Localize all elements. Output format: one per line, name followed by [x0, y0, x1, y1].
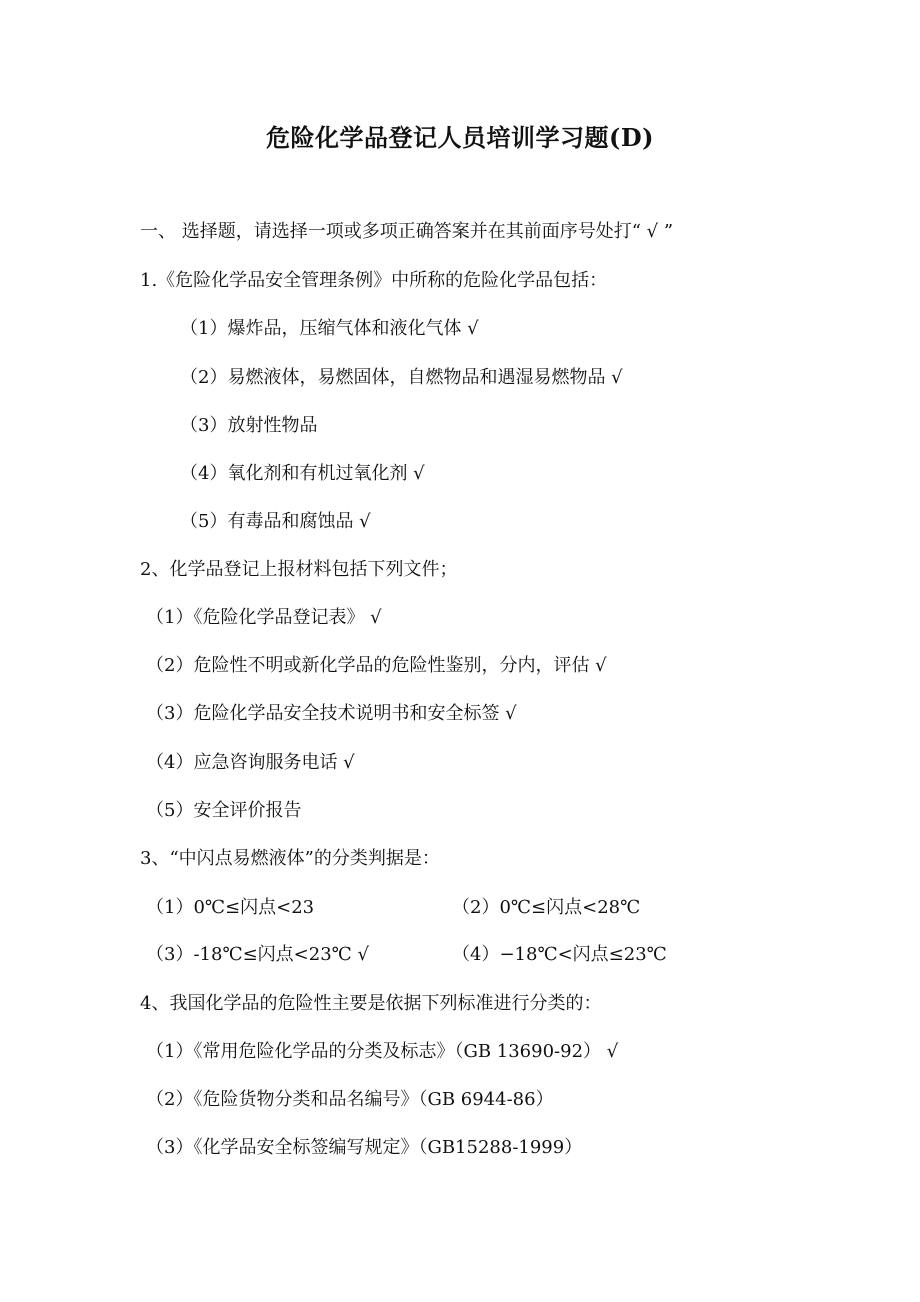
- question-3-stem: 3、“中闪点易燃液体”的分类判据是：: [140, 848, 440, 869]
- question-1-stem: 1.《危险化学品安全管理条例》中所称的危险化学品包括：: [140, 270, 608, 291]
- question-4-stem: 4、我国化学品的危险性主要是依据下列标准进行分类的：: [140, 993, 602, 1014]
- question-2-option-5: （5）安全评价报告: [146, 800, 302, 821]
- question-2-stem: 2、化学品登记上报材料包括下列文件；: [140, 559, 458, 580]
- question-1-option-3: （3）放射性物品: [180, 415, 318, 436]
- question-1-option-4: （4）氧化剂和有机过氧化剂 √: [180, 463, 425, 484]
- question-3-option-2: （2）0℃≤闪点<28℃: [452, 897, 641, 918]
- question-2-option-2: （2）危险性不明或新化学品的危险性鉴别，分内，评估 √: [146, 655, 607, 676]
- question-4-option-3: （3）《化学品安全标签编写规定》（GB15288-1999）: [146, 1137, 583, 1158]
- question-2-option-1: （1）《危险化学品登记表》 √: [146, 607, 382, 628]
- question-4-option-2: （2）《危险货物分类和品名编号》（GB 6944-86）: [146, 1089, 554, 1110]
- question-2-option-4: （4）应急咨询服务电话 √: [146, 752, 355, 773]
- question-1-option-2: （2）易燃液体，易燃固体，自燃物品和遇湿易燃物品 √: [180, 367, 623, 388]
- question-3-option-1: （1）0℃≤闪点<23: [146, 897, 315, 918]
- question-3-option-4: （4）−18℃<闪点≤23℃: [452, 944, 667, 965]
- question-1-option-1: （1）爆炸品，压缩气体和液化气体 √: [180, 318, 479, 339]
- question-4-option-1: （1）《常用危险化学品的分类及标志》（GB 13690-92） √: [146, 1041, 619, 1062]
- question-3-option-3: （3）-18℃≤闪点<23℃ √: [146, 944, 369, 965]
- question-2-option-3: （3）危险化学品安全技术说明书和安全标签 √: [146, 703, 517, 724]
- section-heading: 一、 选择题，请选择一项或多项正确答案并在其前面序号处打“ √ ”: [140, 221, 674, 242]
- page-title: 危险化学品登记人员培训学习题(D): [265, 123, 655, 152]
- question-1-option-5: （5）有毒品和腐蚀品 √: [180, 511, 371, 532]
